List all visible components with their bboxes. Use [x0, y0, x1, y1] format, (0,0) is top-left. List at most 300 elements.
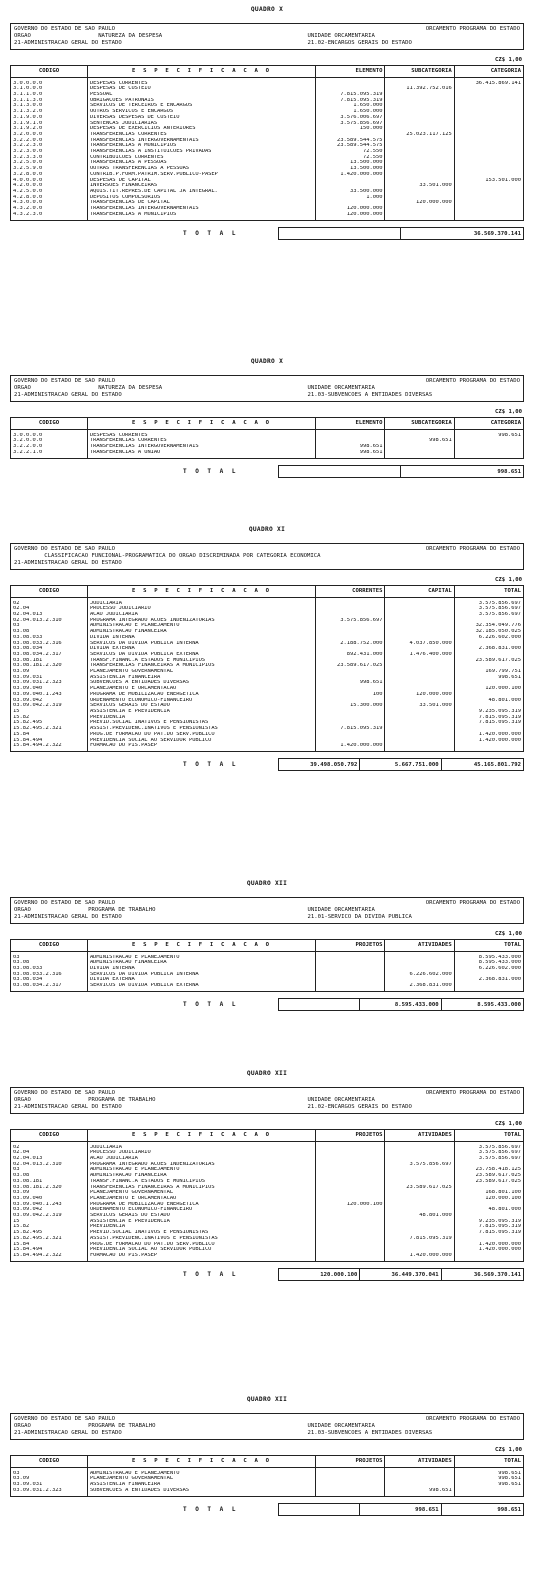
row-value: 7.815.095.319: [316, 92, 385, 98]
row-specification: PREVID.SOCIAL INATIVOS E PENSIONISTAS: [87, 1230, 315, 1236]
header-line: ORGAO PROGRAMA DE TRABALHO: [14, 1423, 156, 1430]
row-value: 8.595.433.000: [454, 960, 523, 966]
row-specification: DIVIDA INTERNA: [87, 635, 315, 641]
row-specification: TRANSFERENCIAS CORRENTES: [87, 438, 315, 444]
header-box: [10, 1087, 524, 1114]
row-value: 23.589.617.025: [316, 663, 385, 669]
header-line: 21-ADMINISTRACAO GERAL DO ESTADO: [14, 1430, 122, 1437]
row-value: 168.801.100: [454, 1190, 523, 1196]
total-value: [279, 228, 401, 239]
row-code: 3.2.2.0.0: [11, 444, 88, 450]
row-specification: OUTROS SERVICOS E ENCARGOS: [87, 109, 315, 115]
total-value: [279, 999, 360, 1010]
row-value: 7.815.095.319: [454, 715, 523, 721]
header-line: GOVERNO DO ESTADO DE SAO PAULO: [14, 900, 116, 907]
row-specification: DIVERSAS DESPESAS DE CUSTEIO: [87, 115, 315, 121]
total-row: [10, 465, 524, 478]
total-label: T O T A L: [182, 1505, 238, 1513]
column-header: PROJETOS: [316, 1130, 385, 1142]
column-header: CODIGO: [11, 940, 88, 952]
row-specification: TRANSF.FINANC.A ESTADOS E MUNICIPIOS: [87, 658, 315, 664]
total-value: 36.449.370.041: [360, 1269, 441, 1280]
header-line: 21-ADMINISTRACAO GERAL DO ESTADO: [14, 560, 122, 567]
row-value: 7.815.095.319: [454, 1224, 523, 1230]
quadro-title: QUADRO X: [250, 6, 284, 13]
row-value: 11.392.752.016: [385, 86, 454, 92]
total-row: [10, 758, 524, 771]
row-value: 23.589.617.025: [385, 1185, 454, 1191]
row-value: 8.595.433.000: [454, 955, 523, 961]
row-code: 15.84.494: [11, 1247, 88, 1253]
row-code: 15.84: [11, 1242, 88, 1248]
row-specification: SERVICOS DE TERCEIROS E ENCARGOS: [87, 103, 315, 109]
quadro-section: [10, 880, 524, 1011]
budget-table: [10, 65, 524, 221]
column-header: E S P E C I F I C A C A O: [87, 1456, 315, 1468]
row-value: 7.815.095.319: [316, 98, 385, 104]
row-value: 6.226.602.000: [385, 972, 454, 978]
row-specification: SUBVENCOES A ENTIDADES DIVERSAS: [87, 680, 315, 686]
row-specification: PLANEJAMENTO GOVERNAMENTAL: [87, 669, 315, 675]
row-value: 23.589.544.575: [316, 143, 385, 149]
row-specification: PREVID.SOCIAL INATIVOS E PENSIONISTAS: [87, 720, 315, 726]
row-value: 6.226.602.000: [454, 635, 523, 641]
row-specification: TRANSFERENCIAS FINANCEIRAS A MUNICIPIOS: [87, 1185, 315, 1191]
header-line: ORGAO NATUREZA DA DESPESA: [14, 33, 163, 40]
total-row: [10, 1503, 524, 1516]
row-value: 2.368.831.000: [385, 983, 454, 989]
row-specification: PESSOAL: [87, 92, 315, 98]
row-specification: PROGRAMA INTEGRADO ACOES INDENIZATORIAS: [87, 1162, 315, 1168]
budget-table: [10, 585, 524, 752]
row-value: 998.651: [316, 450, 385, 456]
header-line: ORCAMENTO PROGRAMA DO ESTADO: [425, 1416, 520, 1423]
header-line: ORCAMENTO PROGRAMA DO ESTADO: [425, 26, 520, 33]
column-header: ELEMENTO: [316, 418, 385, 430]
quadro-section: [10, 526, 524, 771]
row-code: 15.84.494.2.322: [11, 743, 88, 749]
row-value: 23.589.544.575: [316, 138, 385, 144]
header-box: [10, 1413, 524, 1440]
row-code: 03.09: [11, 1476, 88, 1482]
row-value: 3.575.856.697: [454, 1145, 523, 1151]
row-specification: OUTRAS TRANSFERENCIAS A PESSOAS: [87, 166, 315, 172]
total-label: T O T A L: [182, 1271, 238, 1279]
row-specification: TRANSF.FINANC.A ESTADOS E MUNICIPIOS: [87, 1179, 315, 1185]
row-value: 6.226.602.000: [454, 966, 523, 972]
total-value: 998.651: [497, 468, 521, 475]
budget-table: [10, 1129, 524, 1262]
row-value: 1.000: [316, 195, 385, 201]
row-specification: DESPESAS DE CAPITAL: [87, 178, 315, 184]
total-value: 5.667.751.000: [360, 759, 441, 770]
total-box: [278, 758, 524, 771]
row-code: 3.0.0.0.0: [11, 81, 88, 87]
row-value: 32.185.050.025: [454, 629, 523, 635]
row-specification: AQUIS.TIT.REPRES.DE CAPITAL JA INTEGRAL.: [87, 189, 315, 195]
row-specification: DEPOSITOS COMPULSORIOS: [87, 195, 315, 201]
row-specification: ASSISTENCIA FINANCEIRA: [87, 675, 315, 681]
total-label: T O T A L: [182, 467, 238, 475]
row-specification: ADMINISTRACAO E PLANEJAMENTO: [87, 623, 315, 629]
row-specification: ACAO JUDICIARIA: [87, 612, 315, 618]
header-line: GOVERNO DO ESTADO DE SAO PAULO: [14, 26, 116, 33]
row-code: 4.2.0.0.0: [11, 183, 88, 189]
row-code: 03.08.033.2.316: [11, 641, 88, 647]
row-code: 3.2.2.1.0: [11, 450, 88, 456]
row-code: 15.84.494: [11, 738, 88, 744]
row-code: 02: [11, 601, 88, 607]
row-code: 03.09: [11, 669, 88, 675]
row-code: 15.82.495.2.321: [11, 726, 88, 732]
row-specification: DESPESAS DE CUSTEIO: [87, 86, 315, 92]
currency-label: CZ$ 1,00: [495, 931, 522, 938]
total-value: 998.651: [360, 1504, 441, 1515]
currency-label: CZ$ 1,00: [495, 409, 522, 416]
header-line: ORCAMENTO PROGRAMA DO ESTADO: [425, 1090, 520, 1097]
header-line: ORGAO NATUREZA DA DESPESA: [14, 385, 163, 392]
row-value: 7.815.095.319: [385, 1236, 454, 1242]
row-specification: TRANSFERENCIAS A INSTITUICOES PRIVADAS: [87, 149, 315, 155]
row-code: 3.1.3.2.0: [11, 109, 88, 115]
row-code: 03.08.181: [11, 658, 88, 664]
row-value: 23.589.617.025: [454, 1179, 523, 1185]
row-value: 1.420.000.000: [454, 1242, 523, 1248]
row-value: 7.815.095.319: [316, 726, 385, 732]
header-line: ORGAO PROGRAMA DE TRABALHO: [14, 1097, 156, 1104]
total-label: T O T A L: [182, 229, 238, 237]
row-code: 03.09.040: [11, 686, 88, 692]
header-line: GOVERNO DO ESTADO DE SAO PAULO: [14, 1090, 116, 1097]
row-code: 4.2.5.0.0: [11, 189, 88, 195]
total-value: [279, 466, 401, 477]
row-specification: ASSISTENCIA E PREVIDENCIA: [87, 1219, 315, 1225]
row-value: 3.575.856.697: [454, 601, 523, 607]
row-value: 1.420.000.000: [316, 172, 385, 178]
row-code: 15.82.495: [11, 1230, 88, 1236]
column-header: CODIGO: [11, 418, 88, 430]
quadro-title: QUADRO XI: [248, 526, 286, 533]
row-value: 120.000.000: [316, 212, 385, 218]
row-code: 02.04.013.2.310: [11, 1162, 88, 1168]
header-line: 21-ADMINISTRACAO GERAL DO ESTADO: [14, 392, 122, 399]
row-specification: ADMINISTRACAO FINANCEIRA: [87, 960, 315, 966]
row-code: 15.84: [11, 732, 88, 738]
header-line: UNIDADE ORCAMENTARIA: [307, 385, 375, 392]
row-value: 32.354.049.776: [454, 623, 523, 629]
row-code: 4.0.0.0.0: [11, 178, 88, 184]
currency-label: CZ$ 1,00: [495, 57, 522, 64]
row-specification: PREVIDENCIA SOCIAL AO SERVIDOR PUBLICO: [87, 1247, 315, 1253]
row-specification: ADMINISTRACAO E PLANEJAMENTO: [87, 1167, 315, 1173]
header-box: [10, 897, 524, 924]
row-code: 03.08.034: [11, 646, 88, 652]
row-code: 03.08.034.2.317: [11, 983, 88, 989]
total-row: [10, 1268, 524, 1281]
row-code: 03.08.181.2.320: [11, 663, 88, 669]
row-specification: DESPESAS CORRENTES: [87, 81, 315, 87]
header-line: 21.01-SERVICO DA DIVIDA PUBLICA: [307, 914, 412, 921]
row-value: 998.651: [454, 675, 523, 681]
row-code: 03.09.040.1.243: [11, 1202, 88, 1208]
row-value: 48.801.000: [385, 1213, 454, 1219]
quadro-title: QUADRO XII: [246, 1070, 288, 1077]
total-box: [278, 465, 524, 478]
row-value: 120.000.100: [316, 1202, 385, 1208]
total-box: [278, 998, 524, 1011]
row-value: 1.650.000: [316, 103, 385, 109]
total-label: T O T A L: [182, 761, 238, 769]
total-box: [278, 1503, 524, 1516]
row-value: 13.500.000: [316, 160, 385, 166]
row-value: 998.651: [454, 1482, 523, 1488]
row-value: 120.000.000: [385, 200, 454, 206]
total-box: [278, 227, 524, 240]
quadro-title: QUADRO XII: [246, 1396, 288, 1403]
row-specification: TRANSFERENCIAS FINANCEIRAS A MUNICIPIOS: [87, 663, 315, 669]
row-code: 15: [11, 1219, 88, 1225]
row-specification: PREVIDENCIA: [87, 1224, 315, 1230]
column-header: CODIGO: [11, 1130, 88, 1142]
row-specification: DIVIDA EXTERNA: [87, 977, 315, 983]
row-specification: TRANSFERENCIAS A MUNICIPIOS: [87, 143, 315, 149]
row-value: 48.801.000: [454, 698, 523, 704]
row-specification: SERVICOS GERAIS DO ESTADO: [87, 1213, 315, 1219]
row-code: 4.3.0.0.0: [11, 200, 88, 206]
row-code: 03: [11, 623, 88, 629]
quadro-section: [10, 358, 524, 478]
row-value: 150.000: [316, 126, 385, 132]
row-code: 3.1.1.0.0: [11, 92, 88, 98]
row-code: 03.08: [11, 629, 88, 635]
row-value: 9.235.095.319: [454, 709, 523, 715]
row-code: 15.82.495.2.321: [11, 1236, 88, 1242]
column-header: ELEMENTO: [316, 66, 385, 78]
row-code: 3.2.3.3.0: [11, 155, 88, 161]
table-header-row: [11, 1456, 524, 1468]
row-specification: TRANSFERENCIAS INTERGOVERNAMENTAIS: [87, 138, 315, 144]
row-code: 03: [11, 1471, 88, 1477]
header-line: UNIDADE ORCAMENTARIA: [307, 1423, 375, 1430]
column-header: ATIVIDADES: [385, 940, 454, 952]
row-code: 02: [11, 1145, 88, 1151]
row-value: 48.801.000: [454, 1207, 523, 1213]
row-code: 03.08.033: [11, 635, 88, 641]
row-code: 03.08.181.2.320: [11, 1185, 88, 1191]
row-specification: INVERSOES FINANCEIRAS: [87, 183, 315, 189]
row-code: 03.09.042: [11, 698, 88, 704]
row-specification: TRANSFERENCIAS INTERGOVERNAMENTAIS: [87, 444, 315, 450]
column-header: CAPITAL: [385, 586, 454, 598]
table-header-row: [11, 418, 524, 430]
row-specification: SERVICOS DA DIVIDA PUBLICA INTERNA: [87, 641, 315, 647]
row-specification: ADMINISTRACAO E PLANEJAMENTO: [87, 955, 315, 961]
row-specification: SERVICOS GERAIS DO ESTADO: [87, 703, 315, 709]
row-code: 03.08.033: [11, 966, 88, 972]
row-specification: PLANEJAMENTO E ORCAMENTACAO: [87, 1196, 315, 1202]
budget-table: [10, 417, 524, 459]
row-value: 1.420.000.000: [316, 743, 385, 749]
header-line: 21.02-ENCARGOS GERAIS DO ESTADO: [307, 40, 412, 47]
row-specification: ASSISTENCIA FINANCEIRA: [87, 1482, 315, 1488]
column-header: CATEGORIA: [454, 418, 523, 430]
quadro-title: QUADRO X: [250, 358, 284, 365]
row-code: 3.1.9.2.0: [11, 126, 88, 132]
row-value: 33.501.000: [385, 183, 454, 189]
row-value: 33.500.000: [316, 189, 385, 195]
row-code: 3.1.9.1.0: [11, 121, 88, 127]
row-code: 03.08.181: [11, 1179, 88, 1185]
row-code: 15.82.495: [11, 720, 88, 726]
row-value: 1.420.000.000: [454, 738, 523, 744]
row-code: 3.2.0.0.0: [11, 438, 88, 444]
row-value: 23.589.617.025: [454, 1173, 523, 1179]
column-header: TOTAL: [454, 1456, 523, 1468]
header-line: ORCAMENTO PROGRAMA DO ESTADO: [425, 378, 520, 385]
header-line: 21.03-SUBVENCOES A ENTIDADES DIVERSAS: [307, 392, 433, 399]
header-box: [10, 543, 524, 570]
row-value: 3.575.856.697: [454, 1156, 523, 1162]
row-value: 3.575.856.697: [316, 121, 385, 127]
row-value: 7.815.095.319: [454, 1230, 523, 1236]
row-value: 36.415.869.141: [454, 81, 523, 87]
row-code: 03.09.040.1.243: [11, 692, 88, 698]
row-code: 4.3.2.0.0: [11, 206, 88, 212]
row-specification: CONTRIB.P.FORM.PATRIM.SERV.PUBLICO-PASEP: [87, 172, 315, 178]
table-header-row: [11, 586, 524, 598]
row-specification: PROG.DE FORMACAO DO PAT.DO SERV.PUBLICO: [87, 732, 315, 738]
table-header-row: [11, 66, 524, 78]
row-value: 25.023.117.125: [385, 132, 454, 138]
column-header: PROJETOS: [316, 1456, 385, 1468]
row-code: 03.09.042: [11, 1207, 88, 1213]
row-specification: PREVIDENCIA: [87, 715, 315, 721]
header-line: 21-ADMINISTRACAO GERAL DO ESTADO: [14, 914, 122, 921]
total-value: 8.595.433.000: [360, 999, 441, 1010]
budget-table: [10, 939, 524, 992]
row-specification: PROCESSO JUDICIARIO: [87, 1150, 315, 1156]
quadro-title: QUADRO XII: [246, 880, 288, 887]
row-specification: ORDENAMENTO ECONOMICO-FINANCEIRO: [87, 1207, 315, 1213]
total-value: 36.569.370.141: [473, 1272, 521, 1279]
row-value: 9.235.095.319: [454, 1219, 523, 1225]
row-code: 03: [11, 955, 88, 961]
row-specification: PROGRAMA DE MOBILIZACAO ENERGETICA: [87, 692, 315, 698]
row-specification: TRANSFERENCIAS DE CAPITAL: [87, 200, 315, 206]
row-specification: PLANEJAMENTO GOVERNAMENTAL: [87, 1476, 315, 1482]
row-specification: SERVICOS DA DIVIDA PUBLICA INTERNA: [87, 972, 315, 978]
quadro-section: [10, 1070, 524, 1281]
header-line: UNIDADE ORCAMENTARIA: [307, 33, 375, 40]
row-specification: ORDENAMENTO ECONOMICO-FINANCEIRO: [87, 698, 315, 704]
row-value: 1.420.000.000: [385, 1253, 454, 1259]
header-box: [10, 375, 524, 402]
row-specification: ADMINISTRACAO E PLANEJAMENTO: [87, 1471, 315, 1477]
row-value: 33.501.000: [385, 703, 454, 709]
column-header: E S P E C I F I C A C A O: [87, 1130, 315, 1142]
row-specification: PROG.DE FORMACAO DO PAT.DO SERV.PUBLICO: [87, 1242, 315, 1248]
row-code: 4.3.2.3.0: [11, 212, 88, 218]
row-specification: PREVIDENCIA SOCIAL AO SERVIDOR PUBLICO: [87, 738, 315, 744]
header-line: 21.02-ENCARGOS GERAIS DO ESTADO: [307, 1104, 412, 1111]
row-code: 3.0.0.0.0: [11, 433, 88, 439]
row-code: 03.09.031: [11, 675, 88, 681]
table-header-row: [11, 940, 524, 952]
currency-label: CZ$ 1,00: [495, 1121, 522, 1128]
row-code: 03.09.031: [11, 1482, 88, 1488]
row-value: 120.000.000: [316, 206, 385, 212]
column-header: E S P E C I F I C A C A O: [87, 66, 315, 78]
row-value: 2.368.831.000: [454, 646, 523, 652]
header-line: GOVERNO DO ESTADO DE SAO PAULO: [14, 1416, 116, 1423]
row-specification: SUBVENCOES A ENTIDADES DIVERSAS: [87, 1488, 315, 1494]
row-code: 02.04.013.2.310: [11, 618, 88, 624]
column-header: TOTAL: [454, 1130, 523, 1142]
row-value: 7.815.095.319: [454, 720, 523, 726]
row-specification: SENTENCAS JUDICIARIAS: [87, 121, 315, 127]
row-code: 03.08.034: [11, 977, 88, 983]
row-specification: OBRIGACOES PATRONAIS: [87, 98, 315, 104]
row-specification: TRANSFERENCIAS INTERGOVERNAMENTAIS: [87, 206, 315, 212]
row-value: 3.575.856.697: [454, 612, 523, 618]
row-value: 3.575.856.697: [454, 606, 523, 612]
row-code: 3.2.0.0.0: [11, 132, 88, 138]
row-code: 03.08: [11, 1173, 88, 1179]
row-code: 03.08.034.2.317: [11, 652, 88, 658]
row-value: 1.476.400.000: [385, 652, 454, 658]
row-code: 3.1.9.0.0: [11, 115, 88, 121]
row-value: 120.000.100: [454, 1196, 523, 1202]
row-code: 15.84.494.2.322: [11, 1253, 88, 1259]
row-code: 02.04.013: [11, 612, 88, 618]
row-specification: PLANEJAMENTO GOVERNAMENTAL: [87, 1190, 315, 1196]
header-line: ORCAMENTO PROGRAMA DO ESTADO: [425, 900, 520, 907]
row-code: 3.1.3.0.0: [11, 103, 88, 109]
row-specification: PROCESSO JUDICIARIO: [87, 606, 315, 612]
row-code: 15.82: [11, 715, 88, 721]
row-value: 153.501.000: [454, 178, 523, 184]
row-specification: PROGRAMA INTEGRADO ACOES INDENIZATORIAS: [87, 618, 315, 624]
column-header: ATIVIDADES: [385, 1130, 454, 1142]
row-value: 23.758.418.125: [454, 1167, 523, 1173]
row-value: 1.650.000: [316, 109, 385, 115]
column-header: TOTAL: [454, 940, 523, 952]
row-value: 15.300.000: [316, 703, 385, 709]
row-code: 03.09.040: [11, 1196, 88, 1202]
quadro-section: [10, 1396, 524, 1516]
row-value: 72.550: [316, 155, 385, 161]
row-value: 3.575.856.697: [454, 1150, 523, 1156]
row-value: 3.576.006.697: [316, 115, 385, 121]
column-header: SUBCATEGORIA: [385, 66, 454, 78]
total-value: [279, 1504, 360, 1515]
header-line: UNIDADE ORCAMENTARIA: [307, 907, 375, 914]
row-specification: SERVICOS DA DIVIDA PUBLICA EXTERNA: [87, 983, 315, 989]
row-specification: ADMINISTRACAO FINANCEIRA: [87, 1173, 315, 1179]
row-specification: TRANSFERENCIAS A PESSOAS: [87, 160, 315, 166]
column-header: CODIGO: [11, 586, 88, 598]
row-code: 03.09.031.2.323: [11, 680, 88, 686]
column-header: SUBCATEGORIA: [385, 418, 454, 430]
row-value: 4.037.850.000: [385, 641, 454, 647]
row-specification: DIVIDA EXTERNA: [87, 646, 315, 652]
header-line: 21-ADMINISTRACAO GERAL DO ESTADO: [14, 1104, 122, 1111]
total-row: [10, 227, 524, 240]
row-specification: ASSIST.PREVIDENC.INATIVOS E PENSIONISTAS: [87, 726, 315, 732]
header-line: 21.03-SUBVENCOES A ENTIDADES DIVERSAS: [307, 1430, 433, 1437]
total-label: T O T A L: [182, 1001, 238, 1009]
row-code: 4.2.8.0.0: [11, 195, 88, 201]
